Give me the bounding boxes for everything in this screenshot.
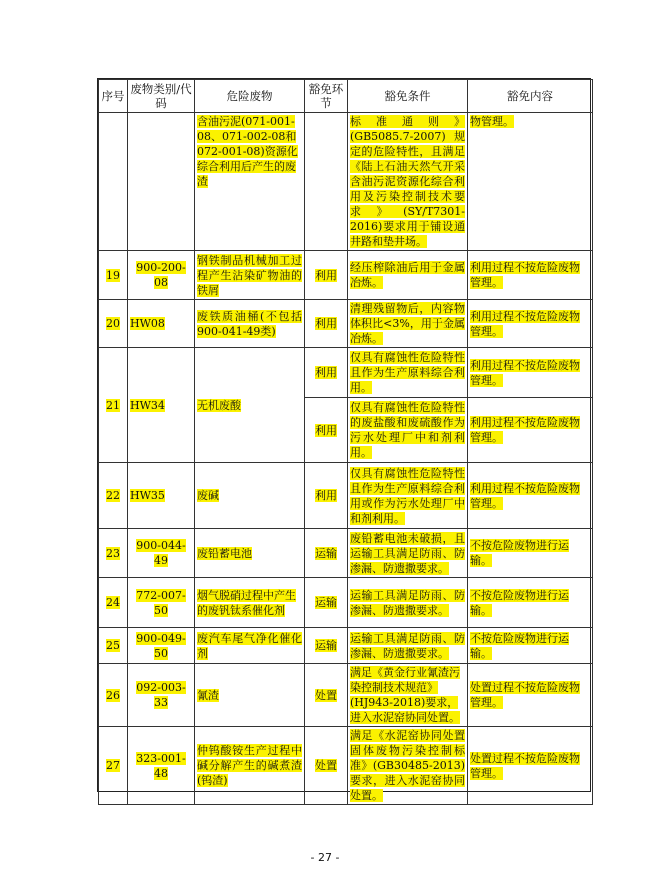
seq-cell <box>99 664 128 727</box>
content-cell <box>468 727 593 805</box>
link-text: 运输 <box>315 639 337 652</box>
code-cell <box>128 529 195 578</box>
waste-text: 废铅蓄电池 <box>197 546 252 560</box>
waste-text: 钢铁制品机械加工过程产生沾染矿物油的铁屑 <box>197 253 302 297</box>
cond-text: 标准通则》(GB5085.7-2007)规定的危险特性，且满足《陆上石油天然气开采含油污泥资源化综合利用及污染控制技术要求》(SY/T7301-2016)要求用于铺设通井路和垫井场。 <box>350 115 465 248</box>
cond-text: 清理残留物后，内容物体积比<3%，用于金属冶炼。 <box>350 302 465 345</box>
link-text: 利用 <box>315 489 337 502</box>
table-row <box>99 529 593 578</box>
link-cell <box>305 463 348 529</box>
content-text: 不按危险废物进行运输。 <box>470 588 569 617</box>
link-cell <box>305 578 348 628</box>
cond-cell <box>348 300 468 348</box>
content-cell <box>468 398 593 463</box>
link-cell <box>305 727 348 805</box>
content-cell <box>468 628 593 664</box>
waste-text: 含油污泥(071-001-08、071-002-08和072-001-08)资源化综合利用后产生的废渣 <box>197 115 298 188</box>
seq-cell <box>99 578 128 628</box>
code-text: 772-007-50 <box>136 588 186 617</box>
link-text: 运输 <box>315 546 337 560</box>
table-row <box>99 578 593 628</box>
seq-cell <box>99 348 128 463</box>
link-text: 利用 <box>315 317 337 330</box>
waste-cell <box>195 113 305 251</box>
seq-text: 21 <box>106 398 120 412</box>
cond-cell <box>348 628 468 664</box>
link-cell <box>305 529 348 578</box>
page-number: - 27 - <box>310 851 340 864</box>
link-cell <box>305 300 348 348</box>
seq-cell <box>99 463 128 529</box>
waste-cell <box>195 578 305 628</box>
table-row <box>99 300 593 348</box>
cond-cell <box>348 578 468 628</box>
seq-text: 23 <box>106 546 120 560</box>
link-text: 处置 <box>315 759 337 772</box>
waste-text: 仲钨酸铵生产过程中碱分解产生的碱煮渣(钨渣) <box>197 744 302 787</box>
waste-cell <box>195 300 305 348</box>
waste-cell <box>195 463 305 529</box>
link-cell <box>305 628 348 664</box>
code-cell <box>128 113 195 251</box>
waste-text: 废铁质油桶(不包括900-041-49类) <box>197 309 302 338</box>
cond-text: 经压榨除油后用于金属冶炼。 <box>350 261 465 289</box>
code-cell <box>128 300 195 348</box>
seq-text: 26 <box>106 688 120 702</box>
cond-text: 仅具有腐蚀性危险特性的废盐酸和废硫酸作为污水处理厂中和剂利用。 <box>350 401 465 459</box>
link-text: 处置 <box>315 688 337 702</box>
cond-cell <box>348 529 468 578</box>
cond-cell <box>348 727 468 805</box>
seq-text: 20 <box>106 317 120 330</box>
seq-text: 19 <box>106 268 120 282</box>
table-row <box>99 113 593 251</box>
header-code: 废物类别/代码 <box>128 80 195 113</box>
content-cell <box>468 578 593 628</box>
table-row <box>99 727 593 805</box>
code-text: HW08 <box>130 317 165 330</box>
content-cell <box>468 348 593 398</box>
cond-cell <box>348 398 468 463</box>
content-text: 利用过程不按危险废物管理。 <box>470 416 580 444</box>
code-cell <box>128 578 195 628</box>
waste-cell <box>195 251 305 300</box>
link-cell <box>305 348 348 398</box>
waste-cell <box>195 529 305 578</box>
table-row <box>99 463 593 529</box>
link-cell <box>305 398 348 463</box>
seq-text: 24 <box>106 596 120 609</box>
content-text: 利用过程不按危险废物管理。 <box>470 358 580 387</box>
content-cell <box>468 251 593 300</box>
code-text: HW35 <box>130 489 165 502</box>
link-text: 利用 <box>315 268 337 282</box>
content-cell <box>468 529 593 578</box>
content-text: 不按危险废物进行运输。 <box>470 539 569 567</box>
content-text: 利用过程不按危险废物管理。 <box>470 309 580 338</box>
waste-text: 废汽车尾气净化催化剂 <box>197 631 302 660</box>
content-text: 处置过程不按危险废物管理。 <box>470 681 580 709</box>
cond-text: 仅具有腐蚀性危险特性且作为生产原料综合利用或作为污水处理厂中和剂利用。 <box>350 466 465 525</box>
seq-text: 25 <box>106 639 120 652</box>
seq-cell <box>99 113 128 251</box>
cond-text: 废铅蓄电池未破损，且运输工具满足防雨、防渗漏、防遗撒要求。 <box>350 531 465 575</box>
cond-cell <box>348 664 468 727</box>
link-cell <box>305 664 348 727</box>
cond-text: 运输工具满足防雨、防渗漏、防遗撒要求。 <box>350 588 465 617</box>
waste-cell <box>195 348 305 463</box>
waste-text: 烟气脱硝过程中产生的废钒钛系催化剂 <box>197 588 296 617</box>
content-cell <box>468 113 593 251</box>
code-cell <box>128 463 195 529</box>
waste-text: 无机废酸 <box>197 398 241 412</box>
header-cond: 豁免条件 <box>348 80 468 113</box>
code-text: 092-003-33 <box>136 681 186 709</box>
header-link: 豁免环节 <box>305 80 348 113</box>
link-cell <box>305 251 348 300</box>
cond-cell <box>348 251 468 300</box>
link-cell <box>305 113 348 251</box>
content-text: 处置过程不按危险废物管理。 <box>470 751 580 780</box>
waste-cell <box>195 664 305 727</box>
code-cell <box>128 664 195 727</box>
content-text: 利用过程不按危险废物管理。 <box>470 481 580 510</box>
seq-text: 27 <box>106 759 120 772</box>
seq-cell <box>99 300 128 348</box>
cond-cell <box>348 463 468 529</box>
table-row <box>99 664 593 727</box>
content-text: 不按危险废物进行运输。 <box>470 631 569 660</box>
table-header-row <box>99 80 593 113</box>
cond-text: 满足《水泥窑协同处置固体废物污染控制标准》(GB30485-2013)要求，进入水泥窑协同处置。 <box>350 729 465 802</box>
code-text: 323-001-48 <box>136 751 186 780</box>
code-cell <box>128 348 195 463</box>
table-row <box>99 628 593 664</box>
code-text: HW34 <box>130 398 165 412</box>
code-text: 900-049-50 <box>136 631 186 660</box>
link-text: 运输 <box>315 596 337 609</box>
code-cell <box>128 727 195 805</box>
code-cell <box>128 628 195 664</box>
exemption-table <box>97 78 591 802</box>
code-cell <box>128 251 195 300</box>
cond-text: 满足《黄金行业氰渣污染控制技术规范》(HJ943-2018)要求，进入水泥窑协同处置。 <box>350 666 460 724</box>
code-text: 900-044-49 <box>136 539 186 567</box>
content-cell <box>468 664 593 727</box>
table-row <box>99 348 593 398</box>
seq-text: 22 <box>106 489 120 502</box>
link-text: 利用 <box>315 366 337 379</box>
seq-cell <box>99 628 128 664</box>
content-text: 物管理。 <box>470 115 514 128</box>
content-cell <box>468 300 593 348</box>
table-row <box>99 251 593 300</box>
waste-text: 氰渣 <box>197 688 219 702</box>
cond-text: 运输工具满足防雨、防渗漏、防遗撒要求。 <box>350 631 465 660</box>
seq-cell <box>99 529 128 578</box>
seq-cell <box>99 251 128 300</box>
waste-cell <box>195 727 305 805</box>
cond-text: 仅具有腐蚀性危险特性且作为生产原料综合利用。 <box>350 351 465 394</box>
content-cell <box>468 463 593 529</box>
content-text: 利用过程不按危险废物管理。 <box>470 261 580 289</box>
link-text: 利用 <box>315 423 337 437</box>
header-seq: 序号 <box>99 80 128 113</box>
seq-cell <box>99 727 128 805</box>
waste-cell <box>195 628 305 664</box>
waste-text: 废碱 <box>197 489 219 502</box>
header-waste: 危险废物 <box>195 80 305 113</box>
code-text: 900-200-08 <box>136 261 186 289</box>
header-content: 豁免内容 <box>468 80 593 113</box>
cond-cell <box>348 113 468 251</box>
cond-cell <box>348 348 468 398</box>
